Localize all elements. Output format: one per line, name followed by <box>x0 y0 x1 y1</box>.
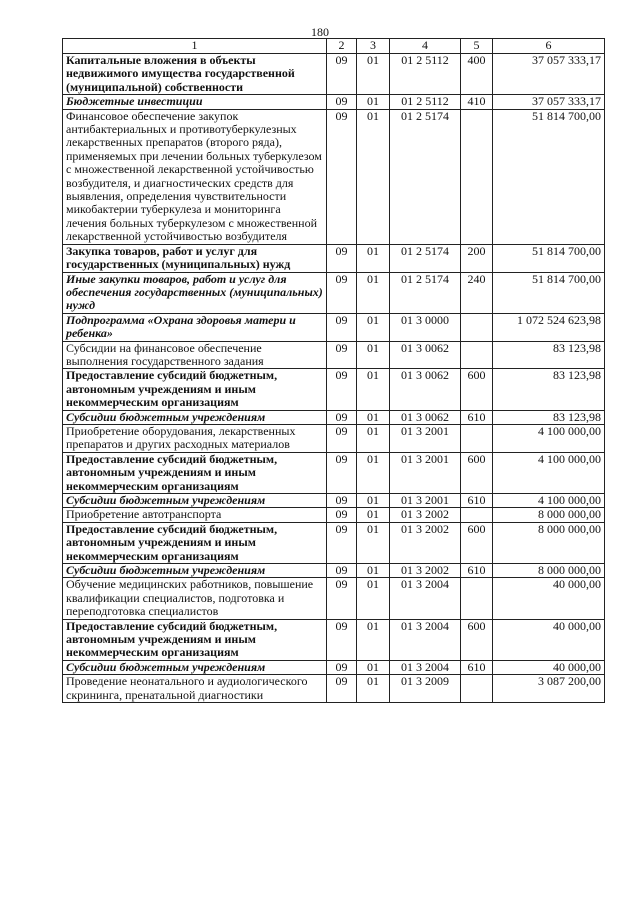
row-section: 09 <box>327 369 357 410</box>
row-section: 09 <box>327 424 357 452</box>
row-expense-type: 240 <box>461 272 493 313</box>
row-amount: 51 814 700,00 <box>493 244 605 272</box>
row-subsection: 01 <box>357 272 390 313</box>
row-amount: 37 057 333,17 <box>493 95 605 109</box>
header-col-4: 4 <box>390 39 461 54</box>
row-amount: 4 100 000,00 <box>493 452 605 493</box>
row-target-code: 01 3 2002 <box>390 564 461 578</box>
row-expense-type <box>461 313 493 341</box>
row-section: 09 <box>327 675 357 703</box>
row-amount: 40 000,00 <box>493 619 605 660</box>
row-amount: 40 000,00 <box>493 660 605 674</box>
row-target-code: 01 2 5112 <box>390 54 461 95</box>
page-number: 180 <box>311 25 329 39</box>
row-subsection: 01 <box>357 619 390 660</box>
row-subsection: 01 <box>357 54 390 95</box>
row-section: 09 <box>327 452 357 493</box>
row-section: 09 <box>327 564 357 578</box>
row-section: 09 <box>327 54 357 95</box>
row-subsection: 01 <box>357 313 390 341</box>
row-target-code: 01 3 2001 <box>390 452 461 493</box>
row-section: 09 <box>327 272 357 313</box>
row-name: Предоставление субсидий бюджетным, автономным учреждениям и иным некоммерческим организациям <box>63 619 327 660</box>
row-target-code: 01 3 2001 <box>390 494 461 508</box>
header-col-5: 5 <box>461 39 493 54</box>
row-subsection: 01 <box>357 522 390 563</box>
row-expense-type: 400 <box>461 54 493 95</box>
row-expense-type: 610 <box>461 494 493 508</box>
table-row <box>63 369 605 410</box>
row-target-code: 01 3 0000 <box>390 313 461 341</box>
row-subsection: 01 <box>357 578 390 619</box>
row-target-code: 01 3 2004 <box>390 619 461 660</box>
row-subsection: 01 <box>357 452 390 493</box>
row-name: Субсидии бюджетным учреждениям <box>63 410 327 424</box>
row-subsection: 01 <box>357 244 390 272</box>
row-amount: 3 087 200,00 <box>493 675 605 703</box>
row-expense-type: 610 <box>461 410 493 424</box>
table-row <box>63 619 605 660</box>
row-target-code: 01 3 0062 <box>390 410 461 424</box>
row-target-code: 01 3 2004 <box>390 578 461 619</box>
row-amount: 37 057 333,17 <box>493 54 605 95</box>
header-col-6: 6 <box>493 39 605 54</box>
row-section: 09 <box>327 313 357 341</box>
row-section: 09 <box>327 522 357 563</box>
header-col-2: 2 <box>327 39 357 54</box>
row-name: Предоставление субсидий бюджетным, автономным учреждениям и иным некоммерческим организациям <box>63 522 327 563</box>
row-target-code: 01 3 2002 <box>390 522 461 563</box>
table-row <box>63 494 605 508</box>
row-subsection: 01 <box>357 564 390 578</box>
row-name: Субсидии бюджетным учреждениям <box>63 564 327 578</box>
row-amount: 8 000 000,00 <box>493 522 605 563</box>
row-name: Предоставление субсидий бюджетным, автономным учреждениям и иным некоммерческим организациям <box>63 369 327 410</box>
row-section: 09 <box>327 508 357 522</box>
row-target-code: 01 2 5112 <box>390 95 461 109</box>
row-amount: 40 000,00 <box>493 578 605 619</box>
table-row <box>63 313 605 341</box>
row-section: 09 <box>327 109 357 244</box>
row-amount: 4 100 000,00 <box>493 424 605 452</box>
row-amount: 83 123,98 <box>493 410 605 424</box>
row-section: 09 <box>327 410 357 424</box>
row-name: Подпрограмма «Охрана здоровья матери и ребенка» <box>63 313 327 341</box>
row-section: 09 <box>327 494 357 508</box>
row-name: Проведение неонатального и аудиологического скрининга, пренатальной диагностики <box>63 675 327 703</box>
table-row <box>63 424 605 452</box>
row-expense-type <box>461 424 493 452</box>
row-subsection: 01 <box>357 424 390 452</box>
row-expense-type <box>461 675 493 703</box>
table-row <box>63 564 605 578</box>
row-name: Закупка товаров, работ и услуг для государственных (муниципальных) нужд <box>63 244 327 272</box>
row-amount: 8 000 000,00 <box>493 508 605 522</box>
row-subsection: 01 <box>357 675 390 703</box>
row-expense-type <box>461 341 493 369</box>
row-section: 09 <box>327 619 357 660</box>
row-section: 09 <box>327 95 357 109</box>
row-name: Приобретение автотранспорта <box>63 508 327 522</box>
row-amount: 4 100 000,00 <box>493 494 605 508</box>
row-expense-type: 600 <box>461 369 493 410</box>
row-amount: 83 123,98 <box>493 369 605 410</box>
table-row <box>63 272 605 313</box>
row-amount: 8 000 000,00 <box>493 564 605 578</box>
table-row <box>63 452 605 493</box>
table-row <box>63 410 605 424</box>
row-name: Субсидии бюджетным учреждениям <box>63 494 327 508</box>
row-subsection: 01 <box>357 660 390 674</box>
row-target-code: 01 3 2004 <box>390 660 461 674</box>
table-row <box>63 244 605 272</box>
row-amount: 1 072 524 623,98 <box>493 313 605 341</box>
row-target-code: 01 3 0062 <box>390 369 461 410</box>
row-target-code: 01 2 5174 <box>390 244 461 272</box>
table-row <box>63 508 605 522</box>
row-name: Субсидии бюджетным учреждениям <box>63 660 327 674</box>
table-row <box>63 109 605 244</box>
row-target-code: 01 3 2002 <box>390 508 461 522</box>
row-section: 09 <box>327 660 357 674</box>
row-expense-type: 600 <box>461 452 493 493</box>
row-amount: 83 123,98 <box>493 341 605 369</box>
row-amount: 51 814 700,00 <box>493 272 605 313</box>
table-row <box>63 578 605 619</box>
row-expense-type: 410 <box>461 95 493 109</box>
row-subsection: 01 <box>357 508 390 522</box>
row-target-code: 01 3 2009 <box>390 675 461 703</box>
table-header-row <box>63 39 605 54</box>
row-expense-type <box>461 578 493 619</box>
table-row <box>63 675 605 703</box>
row-name: Приобретение оборудования, лекарственных препаратов и других расходных материалов <box>63 424 327 452</box>
table-row <box>63 54 605 95</box>
row-subsection: 01 <box>357 95 390 109</box>
row-target-code: 01 2 5174 <box>390 272 461 313</box>
row-name: Иные закупки товаров, работ и услуг для обеспечения государственных (муниципальных) нужд <box>63 272 327 313</box>
row-name: Субсидии на финансовое обеспечение выполнения государственного задания <box>63 341 327 369</box>
table-row <box>63 660 605 674</box>
row-subsection: 01 <box>357 410 390 424</box>
header-col-1: 1 <box>63 39 327 54</box>
row-target-code: 01 3 0062 <box>390 341 461 369</box>
row-amount: 51 814 700,00 <box>493 109 605 244</box>
row-section: 09 <box>327 244 357 272</box>
row-subsection: 01 <box>357 494 390 508</box>
row-subsection: 01 <box>357 109 390 244</box>
row-expense-type: 610 <box>461 564 493 578</box>
row-expense-type <box>461 109 493 244</box>
row-subsection: 01 <box>357 341 390 369</box>
row-expense-type: 610 <box>461 660 493 674</box>
row-target-code: 01 3 2001 <box>390 424 461 452</box>
row-section: 09 <box>327 341 357 369</box>
header-col-3: 3 <box>357 39 390 54</box>
budget-table <box>62 38 605 703</box>
row-subsection: 01 <box>357 369 390 410</box>
row-expense-type: 200 <box>461 244 493 272</box>
row-name: Капитальные вложения в объекты недвижимого имущества государственной (муниципальной) собственности <box>63 54 327 95</box>
table-row <box>63 341 605 369</box>
row-expense-type: 600 <box>461 522 493 563</box>
row-expense-type <box>461 508 493 522</box>
row-name: Финансовое обеспечение закупок антибактериальных и противотуберкулезных лекарственных препаратов (второго ряда), применяемых при лечении больных туберкулезом с множественной лекарственной устойчивостью возбудителя, и диагностических средств для выявления, определения чувствительности микобактерии туберкулеза и мониторинга лечения больных туберкулезом с множественной лекарственной устойчивостью возбудителя <box>63 109 327 244</box>
table-row <box>63 95 605 109</box>
table-row <box>63 522 605 563</box>
row-section: 09 <box>327 578 357 619</box>
row-name: Обучение медицинских работников, повышение квалификации специалистов, подготовка и переподготовка специалистов <box>63 578 327 619</box>
row-name: Предоставление субсидий бюджетным, автономным учреждениям и иным некоммерческим организациям <box>63 452 327 493</box>
row-name: Бюджетные инвестиции <box>63 95 327 109</box>
row-target-code: 01 2 5174 <box>390 109 461 244</box>
row-expense-type: 600 <box>461 619 493 660</box>
